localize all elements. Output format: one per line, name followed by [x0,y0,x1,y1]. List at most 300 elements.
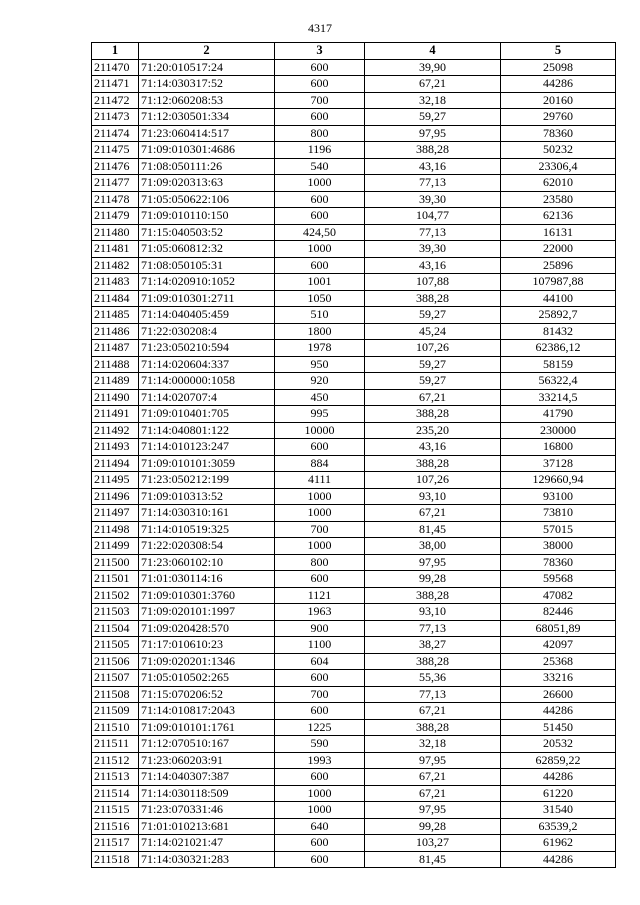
table-cell-col-1: 211514 [92,785,139,802]
table-cell-col-4: 77,13 [365,175,501,192]
table-cell-col-1: 211504 [92,620,139,637]
table-cell-col-2: 71:12:070510:167 [139,736,275,753]
table-cell-col-3: 600 [275,109,365,126]
table-cell-col-5: 20160 [501,92,616,109]
table-cell-col-4: 32,18 [365,736,501,753]
table-cell-col-2: 71:09:020428:570 [139,620,275,637]
table-cell-col-3: 450 [275,389,365,406]
table-cell-col-4: 107,26 [365,472,501,489]
table-cell-col-5: 129660,94 [501,472,616,489]
table-cell-col-1: 211497 [92,505,139,522]
table-cell-col-1: 211505 [92,637,139,654]
table-cell-col-4: 67,21 [365,703,501,720]
table-row [92,455,616,472]
table-cell-col-2: 71:20:010517:24 [139,59,275,76]
table-row [92,686,616,703]
table-cell-col-3: 1225 [275,719,365,736]
table-cell-col-2: 71:14:020910:1052 [139,274,275,291]
table-cell-col-2: 71:15:070206:52 [139,686,275,703]
table-cell-col-3: 900 [275,620,365,637]
table-cell-col-2: 71:15:040503:52 [139,224,275,241]
table-cell-col-2: 71:23:050210:594 [139,340,275,357]
table-row [92,59,616,76]
table-cell-col-4: 97,95 [365,125,501,142]
table-cell-col-1: 211479 [92,208,139,225]
table-cell-col-3: 1121 [275,587,365,604]
table-cell-col-4: 59,27 [365,373,501,390]
table-cell-col-4: 67,21 [365,389,501,406]
table-cell-col-3: 884 [275,455,365,472]
table-row [92,307,616,324]
table-cell-col-1: 211503 [92,604,139,621]
table-cell-col-2: 71:09:010101:3059 [139,455,275,472]
table-cell-col-5: 33216 [501,670,616,687]
table-cell-col-4: 38,27 [365,637,501,654]
table-cell-col-3: 1800 [275,323,365,340]
table-cell-col-2: 71:09:010301:4686 [139,142,275,159]
table-cell-col-3: 510 [275,307,365,324]
table-cell-col-1: 211516 [92,818,139,835]
table-cell-col-4: 77,13 [365,686,501,703]
table-cell-col-1: 211477 [92,175,139,192]
table-cell-col-3: 10000 [275,422,365,439]
table-cell-col-2: 71:23:050212:199 [139,472,275,489]
table-cell-col-3: 600 [275,257,365,274]
table-cell-col-1: 211481 [92,241,139,258]
table-row [92,703,616,720]
table-row [92,175,616,192]
table-cell-col-2: 71:09:010301:2711 [139,290,275,307]
table-cell-col-1: 211470 [92,59,139,76]
table-cell-col-4: 104,77 [365,208,501,225]
table-cell-col-2: 71:09:010313:52 [139,488,275,505]
table-cell-col-4: 77,13 [365,224,501,241]
table-row [92,670,616,687]
table-cell-col-2: 71:01:010213:681 [139,818,275,835]
table-cell-col-3: 600 [275,835,365,852]
table-cell-col-5: 26600 [501,686,616,703]
table-cell-col-5: 62386,12 [501,340,616,357]
table-cell-col-1: 211510 [92,719,139,736]
table-cell-col-5: 44100 [501,290,616,307]
table-cell-col-3: 640 [275,818,365,835]
table-cell-col-4: 38,00 [365,538,501,555]
table-row [92,142,616,159]
table-cell-col-5: 47082 [501,587,616,604]
table-cell-col-1: 211480 [92,224,139,241]
table-row [92,472,616,489]
table-cell-col-2: 71:05:010502:265 [139,670,275,687]
table-row [92,323,616,340]
table-cell-col-4: 97,95 [365,752,501,769]
table-cell-col-3: 424,50 [275,224,365,241]
table-cell-col-3: 1000 [275,175,365,192]
table-cell-col-5: 78360 [501,125,616,142]
table-cell-col-4: 45,24 [365,323,501,340]
table-cell-col-4: 97,95 [365,802,501,819]
table-cell-col-4: 388,28 [365,406,501,423]
table-cell-col-5: 22000 [501,241,616,258]
table-cell-col-1: 211471 [92,76,139,93]
table-cell-col-5: 93100 [501,488,616,505]
table-cell-col-5: 44286 [501,76,616,93]
table-cell-col-5: 25098 [501,59,616,76]
table-cell-col-5: 38000 [501,538,616,555]
table-cell-col-3: 600 [275,670,365,687]
table-cell-col-1: 211507 [92,670,139,687]
table-cell-col-1: 211495 [92,472,139,489]
table-cell-col-4: 388,28 [365,290,501,307]
table-cell-col-3: 600 [275,76,365,93]
table-cell-col-3: 600 [275,439,365,456]
table-cell-col-4: 59,27 [365,307,501,324]
table-cell-col-5: 44286 [501,769,616,786]
table-row [92,373,616,390]
table-row [92,719,616,736]
table-cell-col-5: 23306,4 [501,158,616,175]
table-cell-col-5: 31540 [501,802,616,819]
table-cell-col-4: 97,95 [365,554,501,571]
table-cell-col-2: 71:14:040801:122 [139,422,275,439]
table-row [92,835,616,852]
table-cell-col-4: 99,28 [365,571,501,588]
table-cell-col-4: 39,30 [365,241,501,258]
table-cell-col-2: 71:14:010817:2043 [139,703,275,720]
table-cell-col-2: 71:14:000000:1058 [139,373,275,390]
table-cell-col-4: 43,16 [365,439,501,456]
table-cell-col-5: 61220 [501,785,616,802]
table-cell-col-1: 211482 [92,257,139,274]
table-cell-col-1: 211501 [92,571,139,588]
table-cell-col-1: 211502 [92,587,139,604]
table-cell-col-5: 25368 [501,653,616,670]
table-cell-col-1: 211498 [92,521,139,538]
table-row [92,752,616,769]
table-cell-col-2: 71:09:010401:705 [139,406,275,423]
table-cell-col-2: 71:23:060203:91 [139,752,275,769]
table-cell-col-4: 67,21 [365,76,501,93]
table-cell-col-4: 32,18 [365,92,501,109]
data-table [91,42,616,868]
table-row [92,851,616,868]
table-cell-col-2: 71:01:030114:16 [139,571,275,588]
table-cell-col-2: 71:14:020707:4 [139,389,275,406]
table-row [92,406,616,423]
table-cell-col-4: 59,27 [365,356,501,373]
table-cell-col-3: 1000 [275,488,365,505]
table-cell-col-2: 71:09:010110:150 [139,208,275,225]
table-cell-col-3: 604 [275,653,365,670]
table-cell-col-3: 1000 [275,538,365,555]
table-cell-col-2: 71:14:010519:325 [139,521,275,538]
table-cell-col-2: 71:22:020308:54 [139,538,275,555]
table-cell-col-4: 235,20 [365,422,501,439]
table-cell-col-3: 1000 [275,505,365,522]
table-cell-col-5: 107987,88 [501,274,616,291]
table-cell-col-4: 107,88 [365,274,501,291]
table-cell-col-1: 211494 [92,455,139,472]
table-cell-col-1: 211485 [92,307,139,324]
table-cell-col-3: 600 [275,703,365,720]
table-cell-col-5: 51450 [501,719,616,736]
table-cell-col-2: 71:14:030317:52 [139,76,275,93]
table-row [92,620,616,637]
table-cell-col-5: 78360 [501,554,616,571]
table-row [92,224,616,241]
table-cell-col-2: 71:09:020313:63 [139,175,275,192]
table-cell-col-4: 43,16 [365,257,501,274]
table-cell-col-3: 1000 [275,785,365,802]
table-cell-col-5: 44286 [501,851,616,868]
table-cell-col-1: 211487 [92,340,139,357]
table-cell-col-1: 211492 [92,422,139,439]
table-cell-col-3: 1100 [275,637,365,654]
table-cell-col-3: 590 [275,736,365,753]
table-row [92,505,616,522]
table-row [92,257,616,274]
table-cell-col-1: 211475 [92,142,139,159]
table-cell-col-5: 59568 [501,571,616,588]
table-cell-col-4: 103,27 [365,835,501,852]
table-cell-col-3: 1000 [275,802,365,819]
table-row [92,769,616,786]
table-cell-col-5: 23580 [501,191,616,208]
table-cell-col-1: 211512 [92,752,139,769]
table-row [92,76,616,93]
table-cell-col-3: 1963 [275,604,365,621]
table-cell-col-2: 71:14:030321:283 [139,851,275,868]
table-cell-col-4: 81,45 [365,851,501,868]
table-cell-col-1: 211478 [92,191,139,208]
table-row [92,191,616,208]
table-cell-col-2: 71:14:020604:337 [139,356,275,373]
table-cell-col-5: 61962 [501,835,616,852]
column-header-1: 1 [92,43,139,60]
table-row [92,109,616,126]
table-row [92,571,616,588]
table-cell-col-2: 71:14:010123:247 [139,439,275,456]
table-cell-col-2: 71:08:050105:31 [139,257,275,274]
table-cell-col-1: 211473 [92,109,139,126]
table-cell-col-3: 1001 [275,274,365,291]
table-cell-col-5: 82446 [501,604,616,621]
table-cell-col-1: 211476 [92,158,139,175]
table-cell-col-2: 71:05:060812:32 [139,241,275,258]
table-cell-col-1: 211518 [92,851,139,868]
table-cell-col-2: 71:17:010610:23 [139,637,275,654]
table-cell-col-5: 25896 [501,257,616,274]
table-row [92,637,616,654]
table-cell-col-2: 71:12:060208:53 [139,92,275,109]
table-row [92,736,616,753]
table-cell-col-5: 50232 [501,142,616,159]
table-cell-col-3: 1978 [275,340,365,357]
table-cell-col-4: 388,28 [365,653,501,670]
table-cell-col-2: 71:14:040307:387 [139,769,275,786]
table-row [92,604,616,621]
table-cell-col-1: 211488 [92,356,139,373]
table-cell-col-1: 211489 [92,373,139,390]
table-cell-col-2: 71:14:030310:161 [139,505,275,522]
table-cell-col-3: 920 [275,373,365,390]
table-header-row [92,43,616,60]
table-cell-col-3: 800 [275,554,365,571]
table-body [92,59,616,868]
table-cell-col-1: 211493 [92,439,139,456]
table-cell-col-4: 67,21 [365,505,501,522]
table-cell-col-4: 388,28 [365,587,501,604]
column-header-5: 5 [501,43,616,60]
table-cell-col-5: 57015 [501,521,616,538]
table-cell-col-5: 81432 [501,323,616,340]
table-cell-col-3: 700 [275,92,365,109]
table-row [92,802,616,819]
table-cell-col-4: 67,21 [365,769,501,786]
table-cell-col-4: 107,26 [365,340,501,357]
table-row [92,274,616,291]
table-cell-col-4: 93,10 [365,604,501,621]
table-cell-col-1: 211508 [92,686,139,703]
table-cell-col-2: 71:14:030118:509 [139,785,275,802]
column-header-3: 3 [275,43,365,60]
table-cell-col-2: 71:09:010301:3760 [139,587,275,604]
table-cell-col-1: 211474 [92,125,139,142]
table-cell-col-3: 540 [275,158,365,175]
table-cell-col-2: 71:12:030501:334 [139,109,275,126]
table-cell-col-3: 700 [275,686,365,703]
table-cell-col-2: 71:14:040405:459 [139,307,275,324]
table-cell-col-5: 16131 [501,224,616,241]
table-cell-col-4: 39,30 [365,191,501,208]
table-cell-col-3: 600 [275,59,365,76]
table-cell-col-1: 211486 [92,323,139,340]
table-row [92,818,616,835]
table-row [92,554,616,571]
table-cell-col-2: 71:08:050111:26 [139,158,275,175]
table-cell-col-4: 39,90 [365,59,501,76]
table-cell-col-1: 211500 [92,554,139,571]
table-row [92,290,616,307]
column-header-2: 2 [139,43,275,60]
table-row [92,208,616,225]
table-cell-col-5: 42097 [501,637,616,654]
table-row [92,488,616,505]
table-row [92,340,616,357]
table-cell-col-3: 700 [275,521,365,538]
table-cell-col-1: 211499 [92,538,139,555]
table-cell-col-5: 25892,7 [501,307,616,324]
table-row [92,785,616,802]
table-cell-col-5: 16800 [501,439,616,456]
table-row [92,521,616,538]
table-cell-col-4: 59,27 [365,109,501,126]
table-row [92,587,616,604]
table-cell-col-3: 1993 [275,752,365,769]
table-cell-col-3: 600 [275,208,365,225]
table-cell-col-5: 230000 [501,422,616,439]
table-cell-col-5: 20532 [501,736,616,753]
table-cell-col-5: 56322,4 [501,373,616,390]
table-cell-col-5: 63539,2 [501,818,616,835]
table-cell-col-4: 55,36 [365,670,501,687]
table-cell-col-1: 211511 [92,736,139,753]
table-row [92,92,616,109]
table-cell-col-5: 37128 [501,455,616,472]
table-cell-col-4: 77,13 [365,620,501,637]
table-cell-col-4: 43,16 [365,158,501,175]
table-row [92,538,616,555]
table-cell-col-3: 1000 [275,241,365,258]
table-cell-col-5: 62136 [501,208,616,225]
table-row [92,653,616,670]
table-row [92,158,616,175]
table-cell-col-5: 58159 [501,356,616,373]
table-cell-col-1: 211496 [92,488,139,505]
table-cell-col-4: 93,10 [365,488,501,505]
table-cell-col-2: 71:22:030208:4 [139,323,275,340]
page-number: 4317 [308,21,332,35]
table-cell-col-5: 44286 [501,703,616,720]
table-row [92,125,616,142]
table-cell-col-3: 4111 [275,472,365,489]
table-cell-col-4: 388,28 [365,719,501,736]
table-cell-col-3: 600 [275,191,365,208]
table-cell-col-1: 211491 [92,406,139,423]
table-cell-col-5: 68051,89 [501,620,616,637]
table-cell-col-4: 67,21 [365,785,501,802]
table-cell-col-3: 800 [275,125,365,142]
table-cell-col-3: 1196 [275,142,365,159]
table-cell-col-2: 71:14:021021:47 [139,835,275,852]
table-cell-col-1: 211506 [92,653,139,670]
table-row [92,389,616,406]
table-cell-col-2: 71:23:060102:10 [139,554,275,571]
table-cell-col-2: 71:09:010101:1761 [139,719,275,736]
table-cell-col-1: 211515 [92,802,139,819]
table-cell-col-1: 211513 [92,769,139,786]
table-cell-col-1: 211484 [92,290,139,307]
table-cell-col-5: 62010 [501,175,616,192]
table-row [92,422,616,439]
table-cell-col-4: 388,28 [365,455,501,472]
table-row [92,356,616,373]
table-cell-col-3: 1050 [275,290,365,307]
table-cell-col-4: 99,28 [365,818,501,835]
table-cell-col-5: 29760 [501,109,616,126]
table-cell-col-4: 388,28 [365,142,501,159]
table-cell-col-1: 211472 [92,92,139,109]
table-cell-col-2: 71:23:070331:46 [139,802,275,819]
table-row [92,439,616,456]
table-cell-col-5: 33214,5 [501,389,616,406]
table-cell-col-2: 71:05:050622:106 [139,191,275,208]
table-cell-col-3: 995 [275,406,365,423]
table-cell-col-5: 41790 [501,406,616,423]
table-cell-col-3: 600 [275,769,365,786]
table-row [92,241,616,258]
table-cell-col-2: 71:23:060414:517 [139,125,275,142]
table-cell-col-2: 71:09:020101:1997 [139,604,275,621]
table-cell-col-5: 73810 [501,505,616,522]
table-cell-col-1: 211483 [92,274,139,291]
table-cell-col-2: 71:09:020201:1346 [139,653,275,670]
table-cell-col-3: 950 [275,356,365,373]
table-cell-col-5: 62859,22 [501,752,616,769]
column-header-4: 4 [365,43,501,60]
table-cell-col-1: 211509 [92,703,139,720]
table-cell-col-3: 600 [275,571,365,588]
table-cell-col-1: 211490 [92,389,139,406]
